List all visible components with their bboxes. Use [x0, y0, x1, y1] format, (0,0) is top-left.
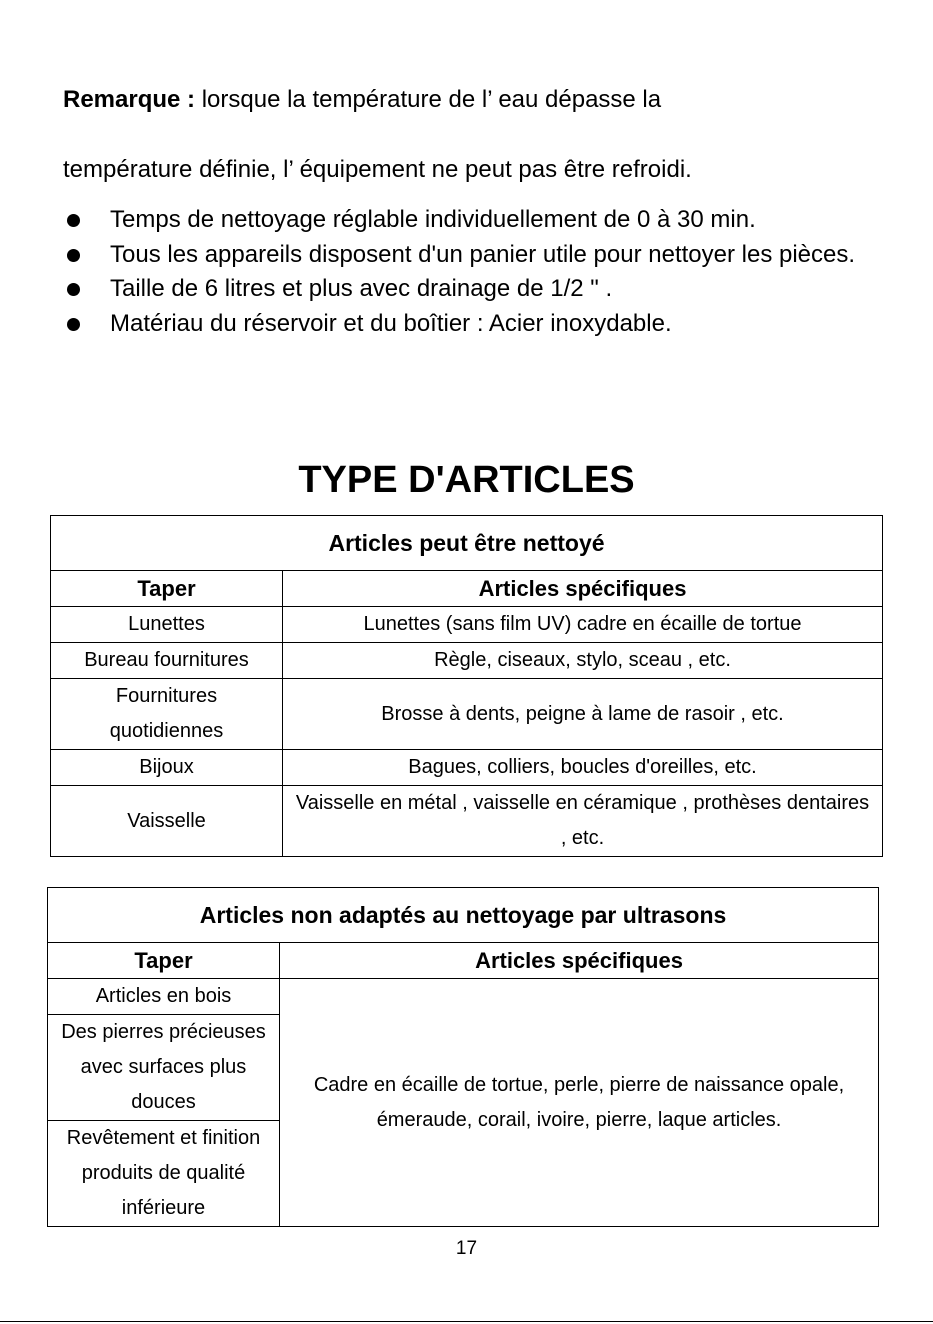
bullet-icon: [67, 214, 80, 227]
unsuitable-items-table: [47, 887, 879, 1227]
bullet-icon: [67, 249, 80, 262]
type-cell: Bijoux: [51, 750, 283, 786]
items-cell: Bagues, colliers, boucles d'oreilles, etc.: [283, 750, 883, 786]
type-cell: Fournitures quotidiennes: [51, 679, 283, 750]
type-cell: Articles en bois: [48, 979, 280, 1015]
column-header-type: Taper: [48, 943, 280, 979]
items-cell: Lunettes (sans film UV) cadre en écaille de tortue: [283, 607, 883, 643]
feature-list: [63, 203, 883, 341]
items-cell: Vaisselle en métal , vaisselle en céramique , prothèses dentaires , etc.: [283, 786, 883, 857]
type-cell: Revêtement et finition produits de qualité inférieure: [48, 1121, 280, 1227]
column-header-items: Articles spécifiques: [283, 571, 883, 607]
list-item: Matériau du réservoir et du boîtier : Acier inoxydable.: [63, 307, 883, 342]
list-item: Taille de 6 litres et plus avec drainage de 1/2 " .: [63, 272, 883, 307]
bullet-icon: [67, 318, 80, 331]
list-item: Tous les appareils disposent d'un panier utile pour nettoyer les pièces.: [63, 238, 883, 273]
table-caption: Articles peut être nettoyé: [51, 516, 883, 571]
table-caption: Articles non adaptés au nettoyage par ultrasons: [48, 888, 879, 943]
type-cell: Lunettes: [51, 607, 283, 643]
remark-label: Remarque :: [63, 86, 196, 113]
table-row: [51, 750, 883, 786]
type-cell: Des pierres précieuses avec surfaces plus douces: [48, 1015, 280, 1121]
section-title: TYPE D'ARTICLES: [298, 459, 635, 501]
page-number: 17: [455, 1238, 478, 1259]
items-cell: Règle, ciseaux, stylo, sceau , etc.: [283, 643, 883, 679]
type-cell: Vaisselle: [51, 786, 283, 857]
column-header-items: Articles spécifiques: [280, 943, 879, 979]
column-header-type: Taper: [51, 571, 283, 607]
bottom-divider: [0, 1321, 933, 1322]
table-row: [51, 679, 883, 750]
table-row: [48, 979, 879, 1015]
bullet-icon: [67, 283, 80, 296]
table-row: [51, 643, 883, 679]
table-row: [51, 786, 883, 857]
remark-text-1: lorsque la température de l’ eau dépasse la: [195, 86, 662, 113]
table-row: [51, 607, 883, 643]
items-cell: Brosse à dents, peigne à lame de rasoir , etc.: [283, 679, 883, 750]
remark-line-2: température définie, l’ équipement ne peut pas être refroidi.: [63, 156, 692, 183]
cleanable-items-table: [50, 515, 883, 857]
list-item: Temps de nettoyage réglable individuellement de 0 à 30 min.: [63, 203, 883, 238]
remark-line-1: [63, 86, 661, 114]
type-cell: Bureau fournitures: [51, 643, 283, 679]
items-cell: Cadre en écaille de tortue, perle, pierre de naissance opale, émeraude, corail, ivoire, pierre, laque articles.: [280, 979, 879, 1227]
